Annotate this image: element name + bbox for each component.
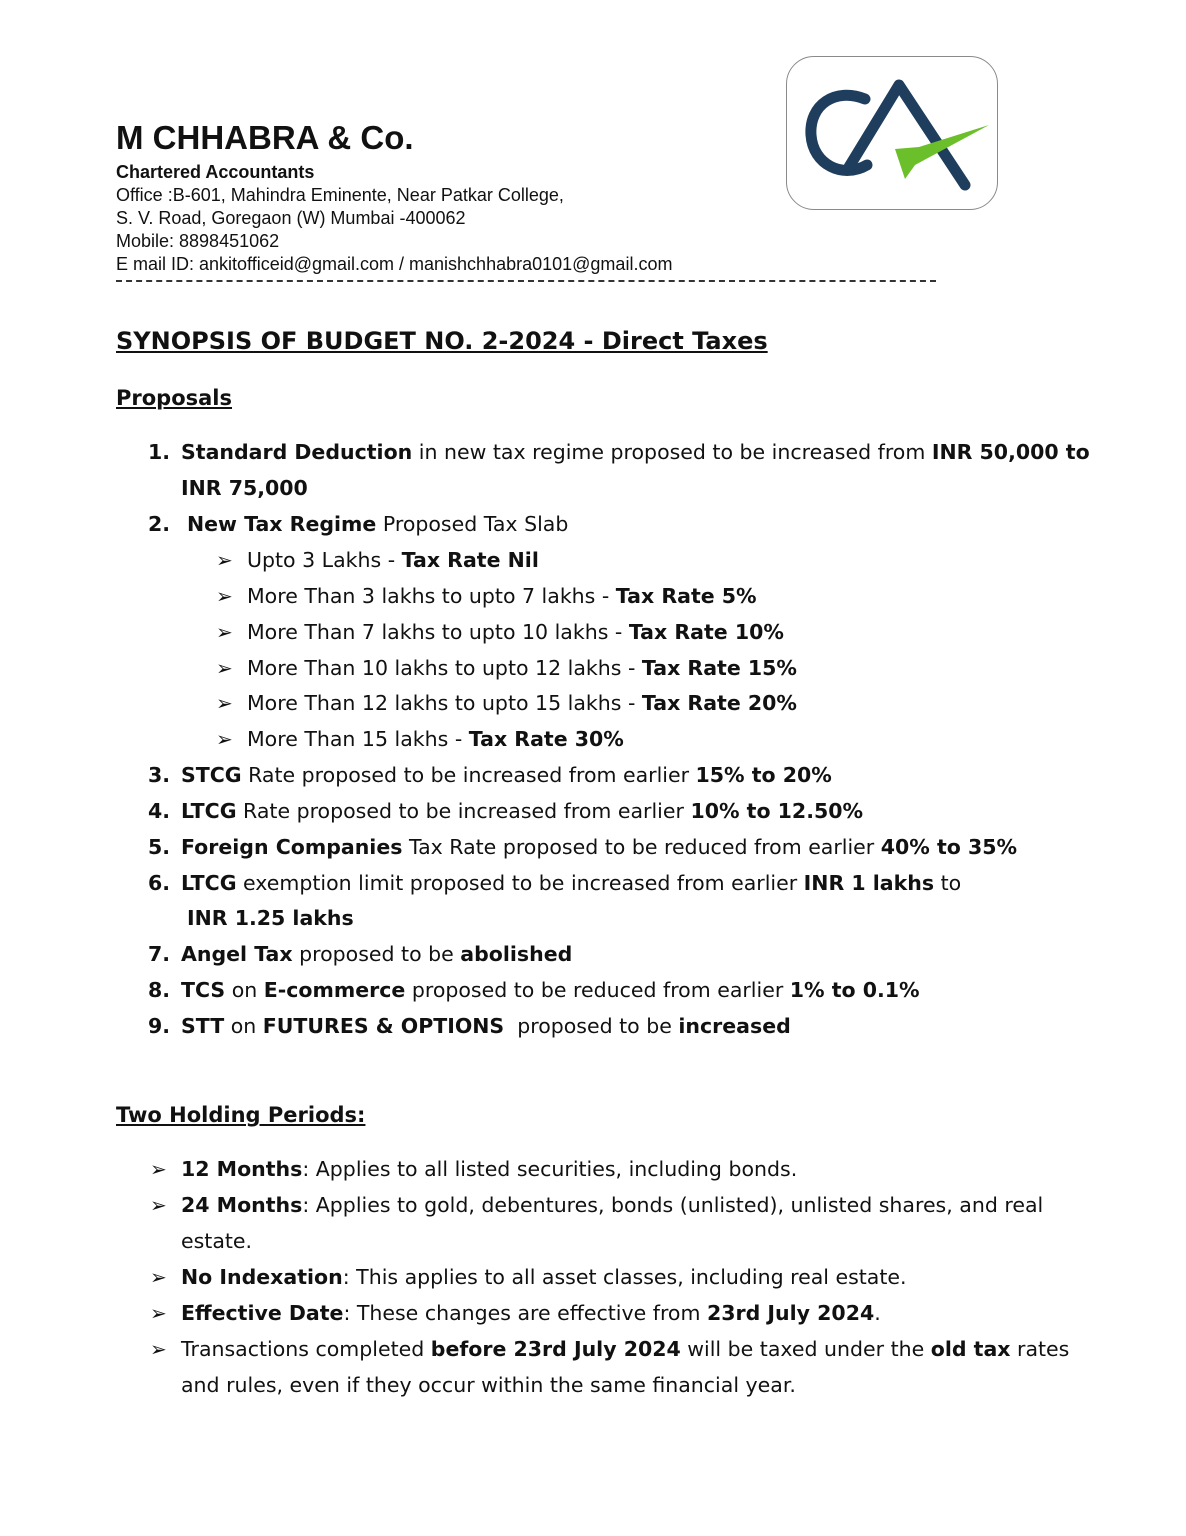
list-item: STCG Rate proposed to be increased from earlier 15% to 20%	[181, 763, 832, 787]
list-item: Standard Deduction in new tax regime proposed to be increased from INR 50,000 to	[181, 440, 1090, 464]
letterhead	[116, 118, 796, 276]
item-number: 5.	[148, 835, 171, 859]
address-line-1: Office :B-601, Mahindra Eminente, Near Patkar College,	[116, 185, 564, 205]
arrow-bullet-icon: ➢	[216, 620, 233, 644]
arrow-bullet-icon: ➢	[150, 1157, 167, 1181]
arrow-bullet-icon: ➢	[216, 656, 233, 680]
slab-item: More Than 15 lakhs - Tax Rate 30%	[247, 727, 624, 751]
firm-name: M CHHABRA & Co.	[116, 119, 414, 156]
list-item: TCS on E-commerce proposed to be reduced from earlier 1% to 0.1%	[181, 978, 920, 1002]
email: E mail ID: ankitofficeid@gmail.com / manishchhabra0101@gmail.com	[116, 254, 673, 274]
item-number: 1.	[148, 440, 171, 464]
list-item: Transactions completed before 23rd July 2024 will be taxed under the old tax rates	[181, 1337, 1070, 1361]
slab-item: More Than 7 lakhs to upto 10 lakhs - Tax Rate 10%	[247, 620, 784, 644]
list-item-continuation: INR 75,000	[181, 476, 308, 500]
list-item: LTCG Rate proposed to be increased from earlier 10% to 12.50%	[181, 799, 864, 823]
item-number: 4.	[148, 799, 171, 823]
item-number: 7.	[148, 942, 171, 966]
firm-subtitle: Chartered Accountants	[116, 162, 315, 182]
ca-logo	[786, 56, 998, 210]
arrow-bullet-icon: ➢	[216, 691, 233, 715]
list-item: New Tax Regime Proposed Tax Slab	[187, 512, 569, 536]
arrow-bullet-icon: ➢	[216, 548, 233, 572]
list-item: Effective Date: These changes are effective from 23rd July 2024.	[181, 1301, 881, 1325]
slab-item: More Than 3 lakhs to upto 7 lakhs - Tax Rate 5%	[247, 584, 757, 608]
slab-item: More Than 10 lakhs to upto 12 lakhs - Tax Rate 15%	[247, 656, 797, 680]
item-number: 9.	[148, 1014, 171, 1038]
list-item: Angel Tax proposed to be abolished	[181, 942, 573, 966]
list-item-continuation: estate.	[181, 1229, 253, 1253]
mobile: Mobile: 8898451062	[116, 231, 280, 251]
list-item: 24 Months: Applies to gold, debentures, bonds (unlisted), unlisted shares, and real	[181, 1193, 1044, 1217]
address-line-2: S. V. Road, Goregaon (W) Mumbai -400062	[116, 208, 466, 228]
arrow-bullet-icon: ➢	[216, 727, 233, 751]
slab-item: More Than 12 lakhs to upto 15 lakhs - Tax Rate 20%	[247, 691, 797, 715]
item-number: 8.	[148, 978, 171, 1002]
slab-item: Upto 3 Lakhs - Tax Rate Nil	[247, 548, 539, 572]
document-title: SYNOPSIS OF BUDGET NO. 2-2024 - Direct Taxes	[116, 327, 768, 355]
arrow-bullet-icon: ➢	[150, 1265, 167, 1289]
header-divider	[116, 280, 936, 282]
list-item-continuation: and rules, even if they occur within the same financial year.	[181, 1373, 796, 1397]
list-item: Foreign Companies Tax Rate proposed to be reduced from earlier 40% to 35%	[181, 835, 1018, 859]
item-number: 2.	[148, 512, 171, 536]
arrow-bullet-icon: ➢	[150, 1193, 167, 1217]
item-number: 6.	[148, 871, 171, 895]
list-item-continuation: INR 1.25 lakhs	[187, 906, 354, 930]
list-item: STT on FUTURES & OPTIONS proposed to be increased	[181, 1014, 791, 1038]
arrow-bullet-icon: ➢	[216, 584, 233, 608]
item-number: 3.	[148, 763, 171, 787]
arrow-bullet-icon: ➢	[150, 1337, 167, 1361]
proposals-heading: Proposals	[116, 386, 233, 410]
holding-periods-heading: Two Holding Periods:	[116, 1103, 366, 1127]
ca-logo-icon	[787, 57, 999, 211]
list-item: 12 Months: Applies to all listed securities, including bonds.	[181, 1157, 798, 1181]
arrow-bullet-icon: ➢	[150, 1301, 167, 1325]
list-item: LTCG exemption limit proposed to be increased from earlier INR 1 lakhs to	[181, 871, 962, 895]
list-item: No Indexation: This applies to all asset classes, including real estate.	[181, 1265, 907, 1289]
